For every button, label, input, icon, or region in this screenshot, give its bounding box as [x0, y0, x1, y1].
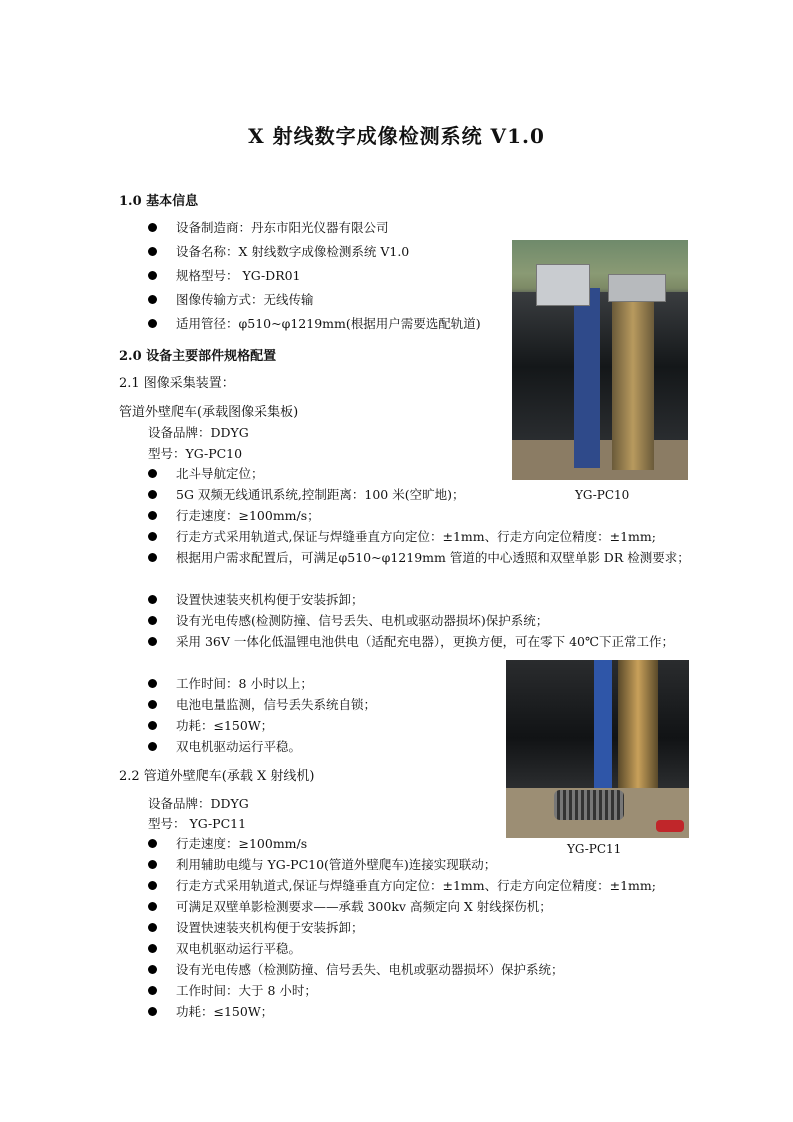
list-item: 5G 双频无线通讯系统,控制距离：100 米(空旷地)；	[148, 484, 696, 505]
bullet-icon	[148, 721, 157, 730]
list-item: 双电机驱动运行平稳。	[148, 736, 696, 757]
photo-caption: YG-PC11	[567, 842, 622, 856]
yg-pc11-photo	[506, 660, 689, 838]
list-item: 适用管径：φ510~φ1219mm(根据用户需要选配轨道)	[148, 313, 696, 334]
list-item: 规格型号： YG-DR01	[148, 265, 696, 286]
list-item: 设备名称：X 射线数字成像检测系统 V1.0	[148, 241, 696, 262]
list-item: 功耗：≤150W；	[148, 715, 696, 736]
list-item: 行走方式采用轨道式,保证与焊缝垂直方向定位：±1mm、行走方向定位精度：±1mm;	[148, 526, 696, 547]
list-item: 功耗：≤150W；	[148, 1001, 696, 1022]
list-item: 工作时间：大于 8 小时；	[148, 980, 696, 1001]
bullet-icon	[148, 881, 157, 890]
bullet-icon	[148, 902, 157, 911]
list-item: 设有光电传感（检测防撞、信号丢失、电机或驱动器损坏）保护系统；	[148, 959, 696, 980]
section-1-heading: 1.0 基本信息	[119, 194, 199, 209]
document-title: X 射线数字成像检测系统 V1.0	[248, 124, 545, 148]
bullet-icon	[148, 223, 157, 232]
list-item: 双电机驱动运行平稳。	[148, 938, 696, 959]
bullet-icon	[148, 271, 157, 280]
list-item: 设有光电传感(检测防撞、信号丢失、电机或驱动器损坏)保护系统；	[148, 610, 696, 631]
bullet-icon	[148, 839, 157, 848]
bullet-icon	[148, 860, 157, 869]
list-item: 利用辅助电缆与 YG-PC10(管道外壁爬车)连接实现联动；	[148, 854, 696, 875]
bullet-icon	[148, 319, 157, 328]
subsection-2-1-heading: 2.1 图像采集装置：	[119, 376, 235, 391]
bullet-icon	[148, 490, 157, 499]
bullet-icon	[148, 511, 157, 520]
list-item: 设置快速装夹机构便于安装拆卸；	[148, 589, 696, 610]
list-item: 可满足双壁单影检测要求——承载 300kv 高频定向 X 射线探伤机；	[148, 896, 696, 917]
subsection-2-2-heading: 2.2 管道外壁爬车(承载 X 射线机)	[119, 769, 315, 784]
list-item: 设置快速装夹机构便于安装拆卸；	[148, 917, 696, 938]
list-item: 图像传输方式：无线传输	[148, 289, 696, 310]
bullet-icon	[148, 1007, 157, 1016]
bullet-icon	[148, 637, 157, 646]
bullet-icon	[148, 986, 157, 995]
photo-caption: YG-PC10	[575, 488, 630, 502]
bullet-icon	[148, 944, 157, 953]
bullet-icon	[148, 469, 157, 478]
device-2-model: 型号： YG-PC11	[148, 816, 247, 831]
bullet-icon	[148, 595, 157, 604]
list-item: 行走方式采用轨道式,保证与焊缝垂直方向定位：±1mm、行走方向定位精度：±1mm;	[148, 875, 696, 896]
list-item: 设备制造商：丹东市阳光仪器有限公司	[148, 217, 696, 238]
bullet-icon	[148, 700, 157, 709]
list-item: 根据用户需求配置后，可满足φ510~φ1219mm 管道的中心透照和双壁单影 DR 检测要求；	[148, 547, 696, 568]
bullet-icon	[148, 742, 157, 751]
list-item: 工作时间：8 小时以上；	[148, 673, 696, 694]
bullet-icon	[148, 247, 157, 256]
bullet-icon	[148, 532, 157, 541]
bullet-icon	[148, 679, 157, 688]
section-2-heading: 2.0 设备主要部件规格配置	[119, 349, 277, 364]
list-item: 采用 36V 一体化低温锂电池供电（适配充电器），更换方便，可在零下 40℃下正常工作；	[148, 631, 696, 652]
bullet-icon	[148, 616, 157, 625]
list-item: 行走速度：≥100mm/s	[148, 833, 696, 854]
list-item: 行走速度：≥100mm/s；	[148, 505, 696, 526]
device-1-model: 型号：YG-PC10	[148, 446, 243, 461]
device-1-brand: 设备品牌：DDYG	[148, 425, 249, 440]
list-item: 电池电量监测，信号丢失系统自锁；	[148, 694, 696, 715]
device-1-name: 管道外壁爬车(承载图像采集板)	[119, 405, 299, 420]
bullet-icon	[148, 553, 157, 562]
bullet-icon	[148, 965, 157, 974]
list-item: 北斗导航定位；	[148, 463, 696, 484]
yg-pc10-photo	[512, 240, 688, 480]
bullet-icon	[148, 923, 157, 932]
device-2-brand: 设备品牌：DDYG	[148, 796, 249, 811]
bullet-icon	[148, 295, 157, 304]
